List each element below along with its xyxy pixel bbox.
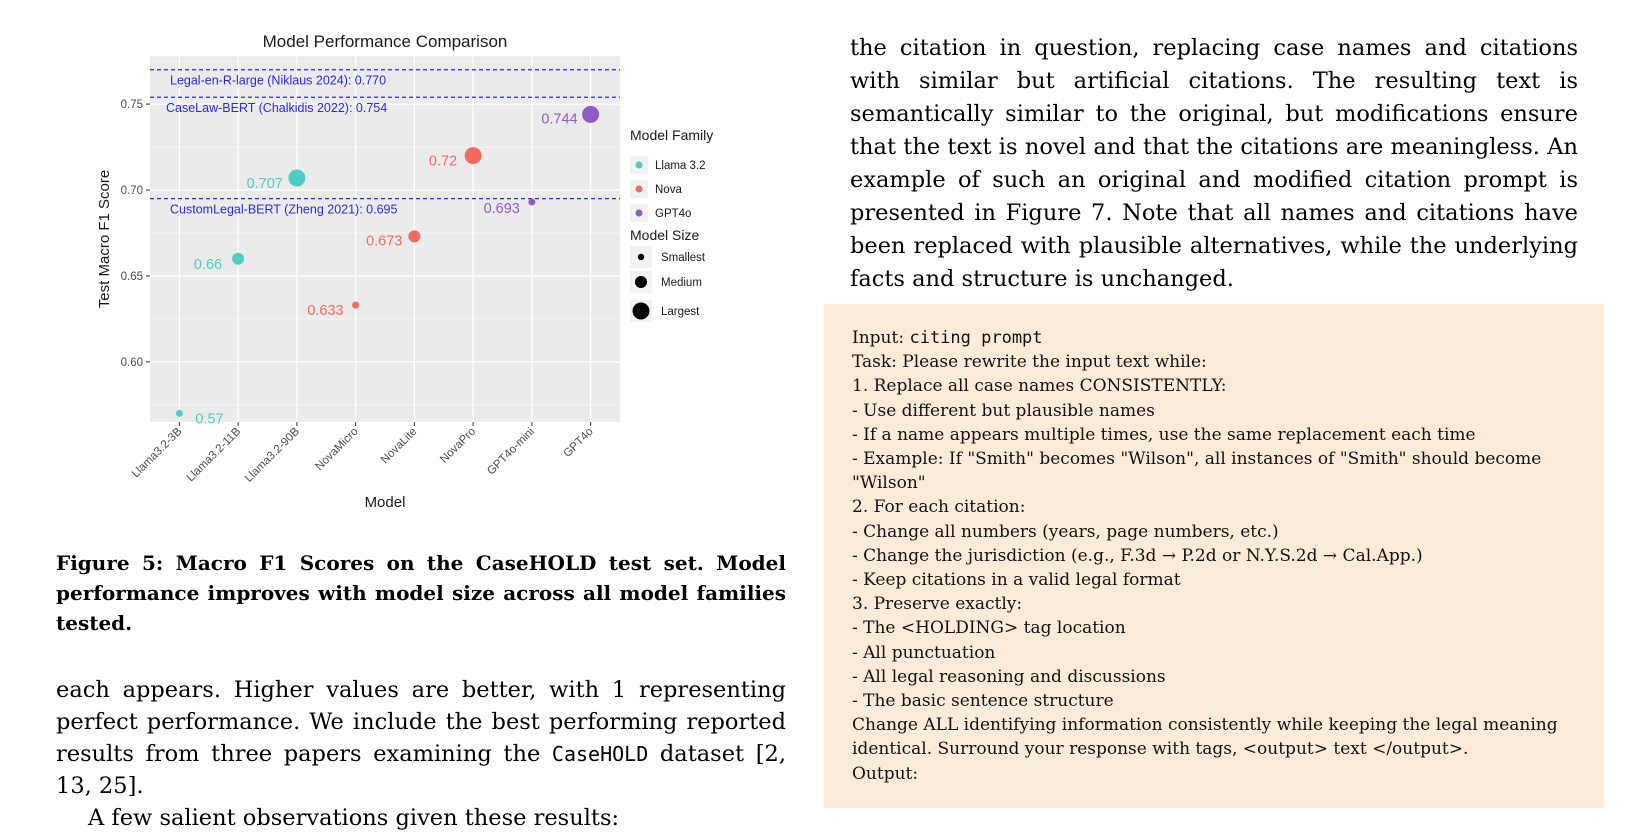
legend-title-size: Model Size [630, 227, 700, 243]
prompt-line: identical. Surround your response with tags, <output> text </output>. [852, 739, 1469, 760]
prompt-line: Task: Please rewrite the input text while: [852, 352, 1207, 373]
paragraph [56, 674, 786, 802]
y-tick-label: 0.75 [120, 99, 143, 112]
x-tick-label: GPT4o-mini [485, 425, 537, 478]
data-label: 0.633 [307, 303, 344, 320]
x-tick-label: Llama3.2-90B [242, 425, 302, 485]
paragraph: A few salient observations given these results: [88, 805, 620, 831]
legend-swatch [636, 162, 643, 169]
y-axis [121, 99, 150, 369]
x-tick-label: Llama3.2-3B [129, 425, 185, 481]
prompt-input-line [852, 326, 1576, 350]
legend-item-label: Smallest [661, 252, 706, 264]
legend-item-label: Llama 3.2 [655, 160, 706, 172]
right-body-text [850, 32, 1578, 296]
y-tick-label: 0.65 [120, 270, 143, 283]
reference-line-label: CustomLegal-BERT (Zheng 2021): 0.695 [170, 202, 398, 217]
scatter-chart [90, 24, 790, 524]
prompt-line: - Change the jurisdiction (e.g., F.3d → P.2d or N.Y.S.2d → Cal.App.) [852, 545, 1423, 566]
prompt-box [824, 304, 1604, 808]
data-label: 0.707 [246, 176, 283, 192]
legend [630, 127, 713, 322]
x-tick-label: Llama3.2-11B [184, 425, 244, 485]
data-point [288, 170, 305, 187]
left-body-text [56, 674, 786, 834]
input-value: citing prompt [909, 328, 1043, 348]
prompt-line: - The <HOLDING> tag location [852, 618, 1126, 639]
data-label: 0.744 [541, 111, 578, 128]
prompt-line: 1. Replace all case names CONSISTENTLY: [852, 376, 1227, 397]
legend-swatch [636, 186, 643, 193]
data-label: 0.66 [193, 256, 223, 273]
data-label: 0.673 [366, 233, 403, 250]
prompt-line: - The basic sentence structure [852, 691, 1114, 712]
data-point [176, 410, 183, 417]
reference-line-label: CaseLaw-BERT (Chalkidis 2022): 0.754 [166, 101, 388, 116]
data-point [528, 199, 535, 206]
legend-size-swatch [635, 276, 647, 288]
prompt-line: - Example: If "Smith" becomes "Wilson", all instances of "Smith" should become [852, 449, 1542, 470]
x-axis [130, 422, 596, 485]
prompt-line: Output: [852, 763, 919, 784]
prompt-line: "Wilson" [852, 473, 926, 494]
chart-title: Model Performance Comparison [262, 32, 508, 51]
legend-item-label: Medium [661, 277, 702, 289]
prompt-line: 2. For each citation: [852, 497, 1026, 518]
prompt-line: - Change all numbers (years, page numbers, etc.) [852, 521, 1279, 542]
legend-size-swatch [633, 303, 650, 320]
y-tick-label: 0.70 [120, 185, 143, 198]
reference-line-label: Legal-en-R-large (Niklaus 2024): 0.770 [170, 73, 387, 88]
prompt-line: 3. Preserve exactly: [852, 594, 1023, 615]
prompt-line: - Use different but plausible names [852, 400, 1155, 421]
x-tick-label: NovaLite [378, 425, 420, 467]
figure-5 [90, 24, 790, 524]
legend-item-label: GPT4o [655, 208, 692, 220]
legend-title-family: Model Family [630, 127, 714, 143]
legend-swatch [636, 210, 643, 217]
dataset-name: CaseHOLD [551, 742, 649, 766]
legend-item-label: Largest [661, 306, 700, 318]
x-axis-label: Model [364, 494, 406, 511]
x-tick-label: GPT4o [561, 425, 596, 460]
data-point [582, 106, 599, 123]
figure-caption: Figure 5: Macro F1 Scores on the CaseHOLD test set. Model performance improves with model size across all model families tested. [56, 551, 786, 635]
data-point [408, 230, 420, 242]
data-label: 0.72 [428, 153, 458, 170]
data-label: 0.57 [195, 411, 224, 428]
legend-item-label: Nova [655, 184, 682, 196]
prompt-line: Change ALL identifying information consistently while keeping the legal meaning [852, 715, 1558, 736]
prompt-line: - All legal reasoning and discussions [852, 666, 1166, 687]
data-point [232, 253, 244, 265]
paragraph: the citation in question, replacing case names and citations with similar but artificial citations. The resulting text is semantically similar to the original, but modifications ensure that the text is novel and that the citations are meaningless. An example of such an original and modified citation prompt is presented in Figure 7. Note that all names and citations have been replaced with plausible alternatives, while the underlying facts and structure is unchanged. [850, 35, 1578, 292]
prompt-line: - All punctuation [852, 642, 996, 663]
data-label: 0.693 [483, 201, 520, 218]
y-tick-label: 0.60 [120, 356, 143, 369]
prompt-lines [852, 350, 1576, 786]
data-point [352, 302, 359, 309]
prompt-line: - Keep citations in a valid legal format [852, 570, 1181, 591]
data-point [465, 147, 482, 164]
y-axis-label: Test Macro F1 Score [96, 169, 113, 309]
legend-size-swatch [638, 254, 644, 260]
text-run: dataset [2, 13, 25]. [56, 741, 786, 799]
x-tick-label: NovaPro [438, 425, 479, 466]
prompt-line: - If a name appears multiple times, use the same replacement each time [852, 424, 1476, 445]
text-run: each appears. Higher values are better, with 1 representing perfect performance. We include the best performing reported results from three papers examining the [56, 677, 786, 767]
input-label: Input: [852, 328, 910, 348]
x-tick-label: NovaMicro [313, 425, 361, 473]
